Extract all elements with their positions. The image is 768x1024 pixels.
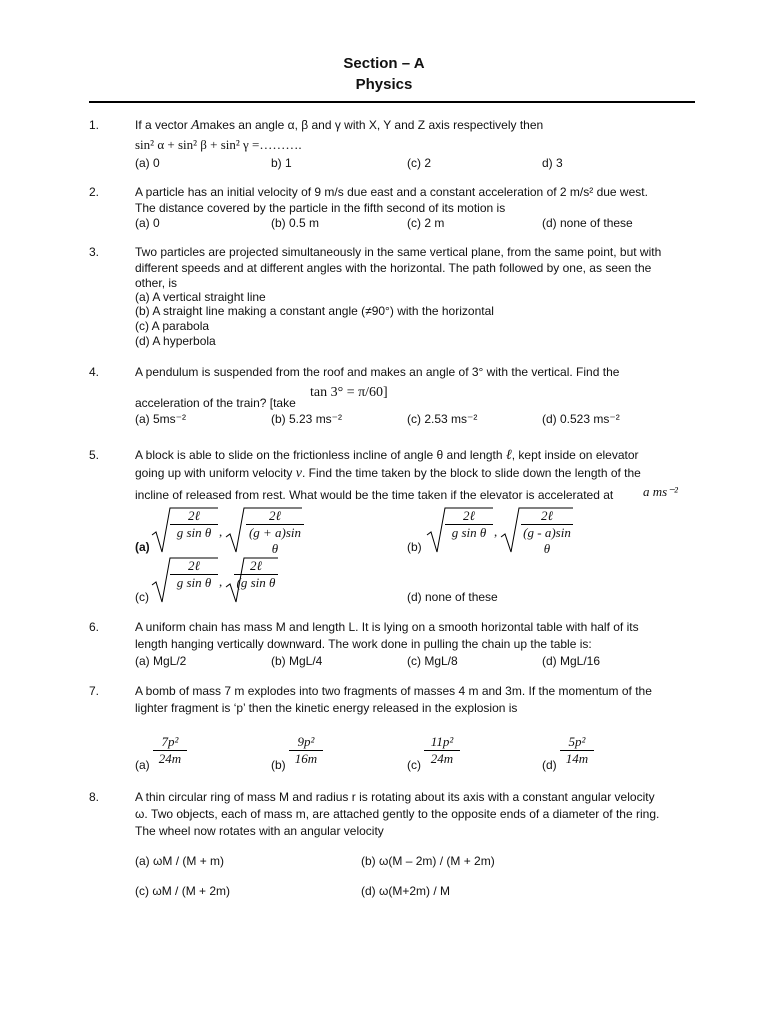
q5-c-fraction-1: 2ℓ g sin θ — [170, 558, 218, 591]
q5-b-fraction-1: 2ℓ g sin θ — [445, 508, 493, 541]
q8-option-b: (b) ω(M – 2m) / (M + 2m) — [361, 854, 495, 868]
q3-line3: other, is — [135, 276, 178, 290]
q2-option-a: (a) 0 — [135, 216, 160, 230]
q7-option-d-label: (d) — [542, 758, 557, 772]
q1-number: 1. — [89, 118, 100, 132]
q6-number: 6. — [89, 620, 100, 634]
q5-line2: going up with uniform velocity v. Find the time taken by the block to slide down the length of the — [135, 466, 641, 481]
q4-option-d: (d) 0.523 ms⁻² — [542, 412, 620, 426]
q5-option-d: (d) none of these — [407, 590, 498, 604]
q5-a-comma: , — [219, 524, 223, 539]
q7-option-b-label: (b) — [271, 758, 286, 772]
q5-velocity-symbol: v — [295, 466, 302, 481]
q4-take-expression: tan 3° = π/60] — [310, 385, 388, 400]
q1-option-a: (a) 0 — [135, 156, 160, 170]
q6-option-a: (a) MgL/2 — [135, 654, 187, 668]
q2-option-d: (d) none of these — [542, 216, 633, 230]
q4-line1: A pendulum is suspended from the roof and makes an angle of 3° with the vertical. Find the — [135, 365, 620, 379]
q7-d-fraction: $\frac{\text{5p²}}{14m}$ — [560, 734, 594, 767]
q8-line1: A thin circular ring of mass M and radius r is rotating about its axis with a constant angular velocity — [135, 790, 655, 804]
q7-option-c-label: (c) — [407, 758, 421, 772]
q5-a-fraction-2: 2ℓ (g + a)sin θ — [246, 508, 304, 557]
q4-number: 4. — [89, 365, 100, 379]
q4-option-a: (a) 5ms⁻² — [135, 412, 186, 426]
q8-option-c: (c) ωM / (M + 2m) — [135, 884, 231, 898]
q8-line3: The wheel now rotates with an angular velocity — [135, 824, 384, 838]
q1-option-c: (c) 2 — [407, 156, 431, 170]
q4-option-b: (b) 5.23 ms⁻² — [271, 412, 343, 426]
q3-line1: Two particles are projected simultaneously in the same vertical plane, from the same point, but with — [135, 245, 662, 259]
q5-option-b-label: (b) — [407, 540, 422, 554]
q5-line1: A block is able to slide on the frictionless incline of angle θ and length ℓ, kept inside on elevator — [135, 448, 639, 463]
q7-option-a-label: (a) — [135, 758, 150, 772]
q2-line2: The distance covered by the particle in the fifth second of its motion is — [135, 201, 506, 215]
q5-b-comma: , — [494, 524, 498, 539]
q2-option-b: (b) 0.5 m — [271, 216, 320, 230]
q3-option-c: (c) A parabola — [135, 319, 210, 333]
q3-number: 3. — [89, 245, 100, 259]
q5-option-c-label: (c) — [135, 590, 149, 604]
q1-option-d: d) 3 — [542, 156, 563, 170]
q8-line2: ω. Two objects, each of mass m, are attached gently to the opposite ends of a diameter of the ring. — [135, 807, 660, 821]
q5-acceleration: a ms⁻² — [643, 484, 678, 499]
q1-expression: sin² α + sin² β + sin² γ =………. — [135, 137, 302, 152]
q7-a-fraction: $\frac{\text{7p²}}{24m}$ — [153, 734, 187, 767]
q7-c-fraction: $\frac{\text{11p²}}{24m}$ — [424, 734, 460, 767]
q2-number: 2. — [89, 185, 100, 199]
q5-length-symbol: ℓ — [505, 448, 512, 463]
q7-number: 7. — [89, 684, 100, 698]
q6-option-b: (b) MgL/4 — [271, 654, 323, 668]
header-rule — [89, 101, 695, 103]
q6-line2: length hanging vertically downward. The work done in pulling the chain up the table is: — [135, 637, 592, 651]
q7-line2: lighter fragment is ‘p’ then the kinetic energy released in the explosion is — [135, 701, 518, 715]
subject-title: Physics — [355, 76, 413, 93]
q6-line1: A uniform chain has mass M and length L. It is lying on a smooth horizontal table with half of its — [135, 620, 639, 634]
q5-a-fraction-1: 2ℓ g sin θ — [170, 508, 218, 541]
q4-option-c: (c) 2.53 ms⁻² — [407, 412, 478, 426]
q3-line2: different speeds and at different angles with the horizontal. The path followed by one, as seen the — [135, 261, 652, 275]
q6-option-d: (d) MgL/16 — [542, 654, 601, 668]
q1-option-b: b) 1 — [271, 156, 292, 170]
q3-option-d: (d) A hyperbola — [135, 334, 216, 348]
q8-number: 8. — [89, 790, 100, 804]
q6-option-c: (c) MgL/8 — [407, 654, 458, 668]
q5-b-fraction-2: 2ℓ (g - a)sin θ — [521, 508, 573, 557]
q3-option-a: (a) A vertical straight line — [135, 290, 266, 304]
q8-option-d: (d) ω(M+2m) / M — [361, 884, 451, 898]
q5-number: 5. — [89, 448, 100, 462]
q5-c-comma: , — [219, 574, 223, 589]
section-title: Section – A — [343, 55, 425, 72]
q4-line2: acceleration of the train? [take — [135, 396, 296, 410]
q7-line1: A bomb of mass 7 m explodes into two fragments of masses 4 m and 3m. If the momentum of the — [135, 684, 652, 698]
q8-option-a: (a) ωM / (M + m) — [135, 854, 225, 868]
q5-c-fraction-2: 2ℓ (g sin θ — [234, 558, 278, 591]
q2-option-c: (c) 2 m — [407, 216, 445, 230]
q7-b-fraction: $\frac{\text{9p²}}{16m}$ — [289, 734, 323, 767]
q5-option-a-label: (a) — [135, 540, 150, 554]
q3-option-b: (b) A straight line making a constant angle (≠90°) with the horizontal — [135, 304, 494, 318]
q2-line1: A particle has an initial velocity of 9 m/s due east and a constant acceleration of 2 m/s² due west. — [135, 185, 648, 199]
q1-vector: A — [191, 118, 200, 133]
q1-text: If a vector Amakes an angle α, β and γ with X, Y and Z axis respectively then — [135, 118, 544, 133]
q5-line3: incline of released from rest. What would be the time taken if the elevator is accelerated at — [135, 488, 614, 502]
